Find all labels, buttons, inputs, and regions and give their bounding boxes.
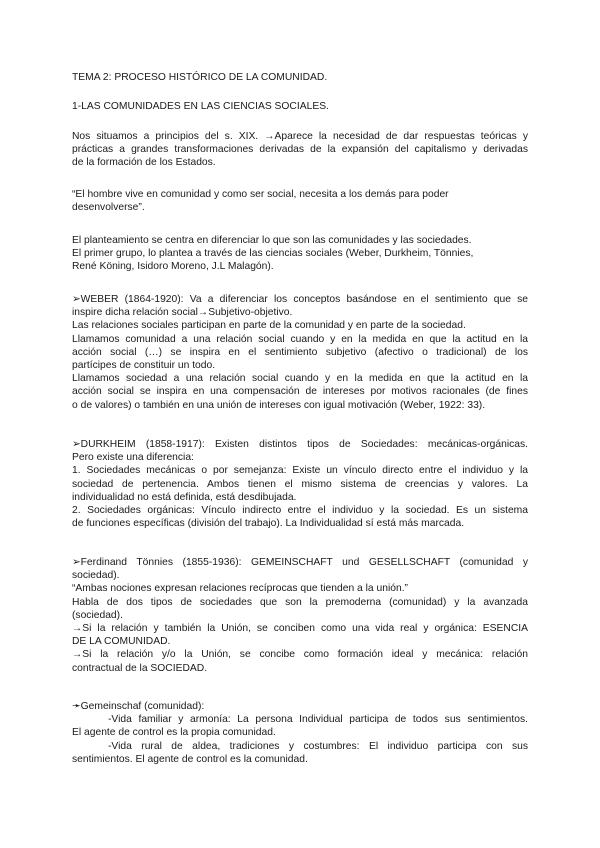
gemeinschaf-heading: ➛Gemeinschaf (comunidad): [72, 701, 205, 712]
section-heading: 1-LAS COMUNIDADES EN LAS CIENCIAS SOCIALES. [72, 101, 329, 112]
document-title: TEMA 2: PROCESO HISTÓRICO DE LA COMUNIDAD. [72, 72, 328, 83]
weber-paragraph: ➢WEBER (1864-1920): Va a diferenciar los conceptos basándose en el sentimiento que se inspire dicha relación social→Subjetivo-objetivo. Las relaciones sociales participan en parte de la comunidad y en parte de la sociedad. Llamamos comunidad a una relación social cuando y en la medida en que la actitud en la acción social (…) se inspira en el sentimiento subjetivo (afectivo o tradicional) de los partícipes de constituir un todo. Llamamos sociedad a una relación social cuando y en la medida en que la actitud en la acción social se inspira en una compensación de intereses por motivos racionales (de fines o de valores) o también en una unión de intereses con igual motivación (Weber, 1922: 33). [72, 294, 528, 411]
quote-paragraph: “El hombre vive en comunidad y como ser social, necesita a los demás para poder desenvolverse”. [72, 189, 449, 214]
intro-paragraph: Nos situamos a principios del s. XIX. →Aparece la necesidad de dar respuestas teóricas y prácticas a grandes transformaciones derivadas de la expansión del capitalismo y derivadas de la formación de los Estados. [72, 131, 528, 169]
approach-paragraph: El planteamiento se centra en diferenciar lo que son las comunidades y las sociedades. El primer grupo, lo plantea a través de las ciencias sociales (Weber, Durkheim, Tönnies, René Köning, Isidoro Moreno, J.L Malagón). [72, 235, 474, 273]
gemeinschaf-item-1: -Vida familiar y armonía: La persona Individual participa de todos sus sentimientos. [108, 714, 528, 726]
tonnies-paragraph: ➢Ferdinand Tönnies (1855-1936): GEMEINSCHAFT und GESELLSCHAFT (comunidad y sociedad). “Ambas nociones expresan relaciones recíprocas que tienden a la unión.” Habla de dos tipos de sociedades que son la premoderna (comunidad) y la avanzada (sociedad). →Si la relación y también la Unión, se conciben como una vida real y orgánica: ESENCIA DE LA COMUNIDAD. →Si la relación y/o la Unión, se concibe como formación ideal y mecánica: relación contractual de la SOCIEDAD. [72, 557, 528, 674]
gemeinschaf-item-2: -Vida rural de aldea, tradiciones y costumbres: El individuo participa con sus [108, 740, 528, 752]
durkheim-paragraph: ➢DURKHEIM (1858-1917): Existen distintos tipos de Sociedades: mecánicas-orgánicas. Pero existe una diferencia: 1. Sociedades mecánicas o por semejanza: Existe un vínculo directo entre el individuo y la sociedad de pertenencia. Ambos tienen el mismo sistema de creencias y valores. La individualidad no está definida, está desdibujada. 2. Sociedades orgánicas: Vínculo indirecto entre el individuo y la sociedad. Es un sistema de funciones específicas (división del trabajo). La Individualidad sí está más marcada. [72, 439, 528, 530]
gemeinschaf-paragraph: ➛Gemeinschaf (comunidad): -Vida familiar y armonía: La persona Individual participa de todos sus sentimientos. El agente de control es la propia comunidad. -Vida rural de aldea, tradiciones y costumbres: El individuo participa con sus sentimientos. El agente de control es la comunidad. [72, 701, 528, 765]
